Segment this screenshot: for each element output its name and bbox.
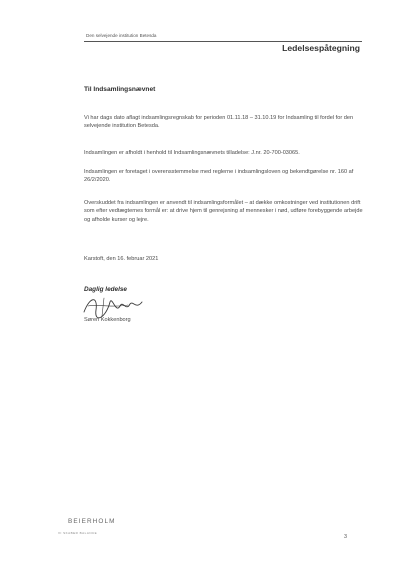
signature-heading: Daglig ledelse bbox=[84, 286, 127, 293]
recipient-line: Til Indsamlingsnævnet bbox=[84, 86, 156, 93]
header-organization: Den selvejende institution Betesda bbox=[86, 33, 157, 38]
document-title: Ledelsespåtegning bbox=[282, 43, 360, 53]
paragraph-permit: Indsamlingen er afholdt i henhold til Indsamlingsnævnets tilladelse: J.nr. 20-700-03065. bbox=[84, 150, 300, 156]
footer-logo: BEIERHOLM bbox=[68, 518, 116, 525]
place-date: Karstoft, den 16. februar 2021 bbox=[84, 256, 159, 262]
paragraph-period: Vi har dags dato aflagt indsamlingsregnskab for perioden 01.11.18 – 31.10.19 for Indsamling til fordel for den selvejende institution Betesda. bbox=[84, 115, 354, 130]
handwritten-signature-icon bbox=[80, 292, 150, 320]
page-number: 3 bbox=[344, 534, 347, 540]
header-divider bbox=[84, 41, 362, 42]
footer-logo-tagline: VI SKABER BALANCE bbox=[58, 531, 98, 535]
signatory-name: Søren Kokkenborg bbox=[84, 317, 131, 323]
paragraph-regulation: Indsamlingen er foretaget i overensstemmelse med reglerne i indsamlingsloven og bekendtgørelse nr. 160 af 26/2/2020. bbox=[84, 169, 354, 184]
paragraph-surplus: Overskuddet fra indsamlingen er anvendt til indsamlingsformålet – at dække omkostninger ved institutionen drift som efter vedtægternes formål er: at drive hjem til genrejsning af mennesker i nød, udføre forebyggende arbejde og afholde kurser og lejre. bbox=[84, 200, 363, 223]
